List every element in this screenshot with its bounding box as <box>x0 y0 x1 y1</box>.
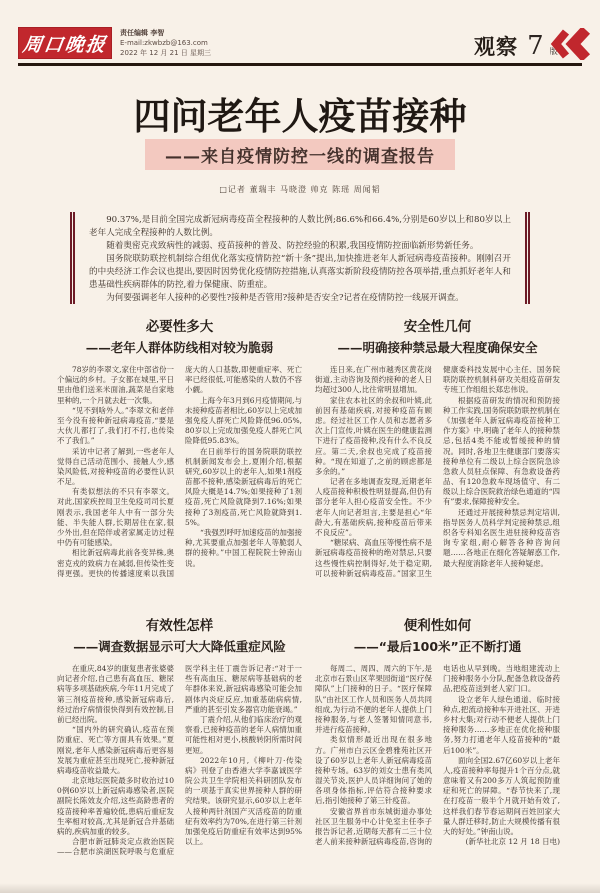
paragraph: 设立老年人绿色通道、临时接种点,把流动接种车开进社区、开进乡村大集;对行动不便老人提供上门接种服务……多地正在优化接种服务,努力打通老年人疫苗接种的“最后100米”。 <box>443 694 560 755</box>
paragraph: 每周二、周四、周六的下午,是北京市石景山区苹果园街道“医疗保障队”上门接种的日子。“医疗保障队”由社区工作人员和医务人员共同组成,为行动不便的老年人提供上门接种服务,与老人签署知情同意书,并进行疫苗接种。 <box>315 664 432 735</box>
paragraph: “国内外的研究确认,疫苗在预防重症、死亡等方面具有效果。”夏刚说,老年人感染新冠病毒后更容易发展为重症甚至出现死亡,接种新冠病毒疫苗收益最大。 <box>57 725 174 775</box>
masthead-meta <box>120 28 211 58</box>
paragraph: 合肥市新冠肺炎定点救治医院——合肥市滨湖医院呼吸与危重症医学科主任丁震告诉记者:“对于一些有高血压、糖尿病等基础病的老年群体来说,新冠病毒感染可能会加剧体内炎症反应,加重基础病病情,严重的甚至引发多器官功能衰竭。” <box>57 664 302 857</box>
paragraph: 北京地坛医院最多时收治过100例60岁以上新冠病毒感染者,医院副院长陈效友介绍,这些高龄患者的疫苗接种率普遍较低,患病后重症发生率相对较高,尤其是新冠合并基础病的,疾病加重的较多。 <box>57 776 174 836</box>
paragraph: 记者在多地调查发现,近期老年人疫苗接种积极性明显提高,但仍有部分老年人担心疫苗安全性。不少老年人向记者坦言,主要是担心“年龄大,有基础疾病,接种疫苗后带来不良反应”。 <box>315 477 432 537</box>
paragraph: 为何要强调老年人接种的必要性?接种是否管用?接种是否安全?记者在疫情防控一线展开调查。 <box>106 293 464 304</box>
section-title: 便利性如何 <box>403 618 472 634</box>
wire-credit: (新华社北京 12 月 18 日电) <box>465 837 560 847</box>
paragraph: 在日前举行的国务院联防联控机制新闻发布会上,夏刚介绍,根据研究,60岁以上的老年人,如果1剂疫苗都不接种,感染新冠病毒后的死亡风险大概是14.7%;如果接种了1剂疫苗,死亡风险就降到7.16%;如果接种了3剂疫苗,死亡风险就降到1.5%。 <box>185 446 302 527</box>
paragraph: 在重庆,84岁的康复患者张婆婆向记者介绍,自己患有高血压、糖尿病等多项基础疾病,今年11月完成了第三剂疫苗接种,感染新冠病毒后,经过治疗病情很快得到有效控制,目前已经出院。 <box>57 664 174 724</box>
page-number: 7 <box>527 31 544 61</box>
article-subtitle: ——来自疫情防控一线的调查报告 <box>145 139 455 170</box>
paragraph: 类似情形最近出现在很多地方。广州市白云区金碧雅苑社区开设了60岁以上老年人新冠病毒疫苗接种专场。63岁的刘女士患有类风湿关节炎,医护人员详细询问了她的各项身体指标,评估符合接种要求后,指引她接种了第三针疫苗。 <box>315 735 432 806</box>
section-effectiveness <box>57 614 302 886</box>
paragraph: 还通过开展接种禁忌判定培训,指导医务人员科学判定接种禁忌,组织各专科知名医生进驻接种疫苗咨询专家组,耐心解答各种咨询问题……各地正在细化答疑解惑工作,最大程度消除老年人接种疑虑。 <box>443 507 560 568</box>
paragraph: 90.37%,是目前全国完成新冠病毒疫苗全程接种的人数比例;86.6%和66.4%,分别是60岁以上和80岁以上老年人完成全程接种的人数比例。 <box>89 215 511 239</box>
section-body <box>57 365 302 579</box>
paragraph: “糖尿病、高血压等慢性病不是新冠病毒疫苗接种的绝对禁忌,只要这些慢性病控制得好,处于稳定期,可以接种新冠病毒疫苗。”国家卫生健康委科技发展中心主任、国务院联防联控机制科研攻关组疫苗研发专班工作组组长郑忠伟说。 <box>315 365 560 578</box>
section-deck: ——调查数据显示可大大降低重症风险 <box>73 639 286 654</box>
section-safety <box>315 315 560 613</box>
paragraph: 有类似想法的不只有李翠文。对此,国家疾控局卫生免疫司司长夏刚表示,我国老年人中有一部分失能、半失能人群,长期居住在家,很少外出,但在陪伴或者家属走访过程中仍有可能感染。 <box>57 487 174 548</box>
section-deck: ——“最后100米”正不断打通 <box>353 639 522 654</box>
section-convenience <box>315 614 560 886</box>
paragraph: 丁震介绍,从他们临床治疗的观察看,已接种疫苗的老年人病情加重可能性相对更小,核酸转阴所需时间更短。 <box>185 714 302 755</box>
paragraph: 2022年10月,《柳叶刀·传染病》刊登了由香港大学李嘉诚医学院公共卫生学院相关科研团队发布的一项基于真实世界接种人群的研究结果。该研究显示,60岁以上老年人接种两针剂国产灭活疫苗的防重症有效率约为70%,在进行第三针剂加强免疫后防重症有效率达到95%以上。 <box>185 755 302 847</box>
section-body <box>57 664 302 858</box>
paragraph: 面向全国2.67亿60岁以上老年人,疫苗接种率每提升1个百分点,就意味着又有200多万人筑起预防重症和死亡的屏障。“春节快来了,现在打疫苗一般半个月就开始有效了,这样我们春节春运期间百姓回家大量人群迁移时,防止大规模传播有很大的好处。”钟南山说。 <box>443 755 560 836</box>
paragraph: 相比新冠病毒此前各变异株,奥密克戎的致病力在减弱,但传染性变得更强。更快的传播速度乘以我国庞大的人口基数,即便重症率、死亡率已经很低,可能感染的人数仍不容小觑。 <box>57 365 302 578</box>
editor-line: 责任编辑 李智 <box>120 29 165 37</box>
paragraph: 随着奥密克戎致病性的减弱、疫苗接种的普及、防控经验的积累,我国疫情防控面临新形势新任务。 <box>106 241 479 252</box>
paragraph: 安徽省界首市东城街道办事处社区卫生服务中心计免室主任李子报告诉记者,近期每天都有二三十位老人前来接种新冠病毒疫苗,咨询的电话也从早到晚。当地组建流动上门接种服务小分队,配备急救设备药品,把疫苗送到老人家门口。 <box>315 664 560 847</box>
page-bottom-shadow <box>0 883 600 893</box>
paragraph: 家住农本社区的余叔和叶姨,此前因有基础疾病,对接种疫苗有顾虑。经过社区工作人员和志愿者多次上门宣传,叶姨在医生的健康监测下进行了疫苗接种,没有什么不良反应。第二天,余叔也完成了疫苗接种。“现在知道了,之前的顾虑都是多余的。” <box>315 395 432 476</box>
article-intro <box>70 212 530 304</box>
section-page-label <box>474 31 558 61</box>
masthead-logo-text: 周口晚报 <box>21 33 109 56</box>
masthead-logo <box>18 27 112 59</box>
page-unit: 版 <box>549 47 558 56</box>
subtitle-band-wrap <box>0 139 600 170</box>
paragraph: 采访中记者了解到,一些老年人觉得自己活动范围小、接触人少,感染风险低,对接种疫苗的必要性认识不足。 <box>57 446 174 487</box>
paragraph: 连日来,在广州市越秀区黄花岗街道,主动咨询及预约接种的老人日均超过300人,比往常明显增加。 <box>315 365 432 395</box>
section-deck: ——老年人群体防线相对较为脆弱 <box>85 340 274 355</box>
section-body <box>315 664 560 847</box>
paragraph: “我强烈呼吁加速疫苗的加强接种,尤其要重点加强老年人等脆弱人群的接种。”中国工程院院士钟南山说。 <box>185 528 302 568</box>
date-line: 2022 年 12 月 21 日 星期三 <box>120 49 211 57</box>
article-byline: □记者 董瑞丰 马晓澄 帅克 陈瑶 周闻韬 <box>219 185 381 194</box>
section-body <box>315 365 560 579</box>
section-deck: ——明确接种禁忌最大程度确保安全 <box>337 340 538 355</box>
masthead-divider <box>18 63 582 66</box>
paragraph: 上海今年3月到6月疫情期间,与未接种疫苗者相比,60岁以上完成加强免疫人群死亡风险降低96.05%,80岁以上完成加强免疫人群死亡风险降低95.83%。 <box>185 395 302 446</box>
section-title: 有效性怎样 <box>145 618 214 634</box>
section-title: 安全性几何 <box>403 319 472 335</box>
paragraph: “见不到啥外人。”李翠文和老伴至今没有接种新冠病毒疫苗,“要是大伙儿都打了,我们打不打,也传染不了我们。” <box>57 405 174 446</box>
email-line: E-mail:zkwbzb@163.com <box>120 39 208 47</box>
section-necessity <box>57 315 302 613</box>
paragraph: 78岁的李翠文,家住中部省份一个偏远的乡村。子女都在城里,平日里由他们送来米面油,蔬菜是自家地里种的,一个月就去赶一次集。 <box>57 365 174 405</box>
article-headline: 四问老年人疫苗接种 <box>133 95 467 138</box>
section-title: 必要性多大 <box>145 319 214 335</box>
paragraph: 根据疫苗研发的情况和预防接种工作实践,国务院联防联控机制在《加强老年人新冠病毒疫苗接种工作方案》中,明确了老年人的接种禁忌,包括4类不能或暂缓接种的情况。同时,各地卫生健康部门要落实接种单位有二级以上综合医院急诊急救人员驻点保障、有急救设备药品、有120急救车现场值守、有二级以上综合医院救治绿色通道的“四有”要求,保障接种安全。 <box>443 395 560 507</box>
paragraph: 国务院联防联控机制综合组优化落实疫情防控“新十条”提出,加快推进老年人新冠病毒疫苗接种。刚刚召开的中央经济工作会议也提出,要因时因势优化疫情防控措施,认真落实新阶段疫情防控各项举措,重点抓好老年人和患基础性疾病群体的防控,着力保健康、防重症。 <box>89 254 511 291</box>
section-name: 观察 <box>474 35 518 59</box>
double-chevron-icon <box>549 28 591 64</box>
